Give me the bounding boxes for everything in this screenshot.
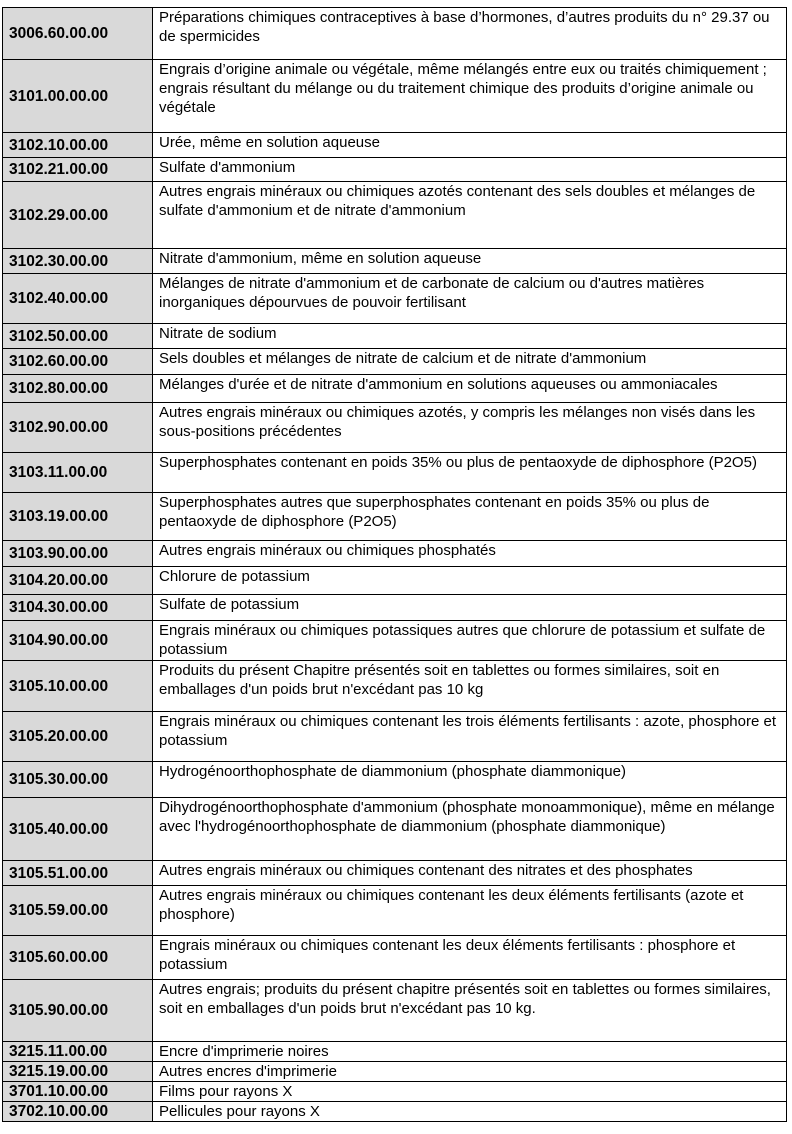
tariff-code: 3105.10.00.00 <box>3 661 153 712</box>
table-row <box>3 349 787 375</box>
tariff-code: 3102.29.00.00 <box>3 182 153 249</box>
tariff-description: Urée, même en solution aqueuse <box>153 133 787 158</box>
tariff-code: 3102.40.00.00 <box>3 274 153 324</box>
table-row <box>3 158 787 182</box>
tariff-code: 3102.21.00.00 <box>3 158 153 182</box>
table-row <box>3 798 787 861</box>
tariff-code: 3104.90.00.00 <box>3 621 153 661</box>
table-row <box>3 621 787 661</box>
tariff-code: 3105.40.00.00 <box>3 798 153 861</box>
tariff-code: 3105.90.00.00 <box>3 980 153 1042</box>
table-row <box>3 182 787 249</box>
tariff-description: Encre d'imprimerie noires <box>153 1042 787 1062</box>
tariff-description: Superphosphates contenant en poids 35% ou plus de pentaoxyde de diphosphore (P2O5) <box>153 453 787 493</box>
tariff-code: 3104.20.00.00 <box>3 567 153 595</box>
tariff-description: Préparations chimiques contraceptives à base d’hormones, d’autres produits du n° 29.37 ou de spermicides <box>153 8 787 60</box>
tariff-description: Pellicules pour rayons X <box>153 1102 787 1122</box>
tariff-code: 3215.11.00.00 <box>3 1042 153 1062</box>
tariff-code: 3102.30.00.00 <box>3 249 153 274</box>
table-row <box>3 567 787 595</box>
tariff-description: Superphosphates autres que superphosphates contenant en poids 35% ou plus de pentaoxyde de diphosphore (P2O5) <box>153 493 787 541</box>
table-row <box>3 249 787 274</box>
tariff-code: 3105.30.00.00 <box>3 762 153 798</box>
tariff-code: 3102.10.00.00 <box>3 133 153 158</box>
tariff-code: 3102.90.00.00 <box>3 403 153 453</box>
tariff-code: 3215.19.00.00 <box>3 1062 153 1082</box>
tariff-description: Engrais minéraux ou chimiques contenant les trois éléments fertilisants : azote, phosphore et potassium <box>153 712 787 762</box>
tariff-code: 3702.10.00.00 <box>3 1102 153 1122</box>
table-row <box>3 1082 787 1102</box>
table-row <box>3 133 787 158</box>
tariff-description: Engrais minéraux ou chimiques contenant les deux éléments fertilisants : phosphore et potassium <box>153 936 787 980</box>
tariff-description: Autres engrais minéraux ou chimiques azotés, y compris les mélanges non visés dans les sous-positions précédentes <box>153 403 787 453</box>
table-row <box>3 375 787 403</box>
table-row <box>3 60 787 133</box>
table-row <box>3 762 787 798</box>
table-row <box>3 541 787 567</box>
tariff-code: 3105.59.00.00 <box>3 886 153 936</box>
tariff-description: Nitrate de sodium <box>153 324 787 349</box>
tariff-description: Chlorure de potassium <box>153 567 787 595</box>
table-row <box>3 493 787 541</box>
tariff-code: 3103.11.00.00 <box>3 453 153 493</box>
tariff-description: Engrais d’origine animale ou végétale, même mélangés entre eux ou traités chimiquement ; engrais résultant du mélange ou du traitement chimique des produits d’origine animale ou végétale <box>153 60 787 133</box>
tariff-code: 3103.19.00.00 <box>3 493 153 541</box>
tariff-description: Sels doubles et mélanges de nitrate de calcium et de nitrate d'ammonium <box>153 349 787 375</box>
tariff-code: 3103.90.00.00 <box>3 541 153 567</box>
tariff-description: Produits du présent Chapitre présentés soit en tablettes ou formes similaires, soit en emballages d'un poids brut n'excédant pas 10 kg <box>153 661 787 712</box>
tariff-code: 3105.60.00.00 <box>3 936 153 980</box>
tariff-code: 3102.60.00.00 <box>3 349 153 375</box>
table-row <box>3 274 787 324</box>
tariff-description: Autres engrais minéraux ou chimiques azotés contenant des sels doubles et mélanges de sulfate d'ammonium et de nitrate d'ammonium <box>153 182 787 249</box>
tariff-code: 3102.50.00.00 <box>3 324 153 349</box>
table-row <box>3 453 787 493</box>
table-row <box>3 936 787 980</box>
tariff-description: Mélanges de nitrate d'ammonium et de carbonate de calcium ou d'autres matières inorganiques dépourvues de pouvoir fertilisant <box>153 274 787 324</box>
tariff-description: Sulfate de potassium <box>153 595 787 621</box>
tariff-code: 3105.51.00.00 <box>3 861 153 886</box>
tariff-code: 3104.30.00.00 <box>3 595 153 621</box>
table-row <box>3 1042 787 1062</box>
tariff-description: Autres engrais minéraux ou chimiques contenant les deux éléments fertilisants (azote et phosphore) <box>153 886 787 936</box>
tariff-description: Engrais minéraux ou chimiques potassiques autres que chlorure de potassium et sulfate de potassium <box>153 621 787 661</box>
tariff-code: 3006.60.00.00 <box>3 8 153 60</box>
table-row <box>3 861 787 886</box>
tariff-code: 3105.20.00.00 <box>3 712 153 762</box>
tariff-code: 3102.80.00.00 <box>3 375 153 403</box>
tariff-description: Dihydrogénoorthophosphate d'ammonium (phosphate monoammonique), même en mélange avec l'hydrogénoorthophosphate de diammonium (phosphate diammonique) <box>153 798 787 861</box>
tariff-code: 3701.10.00.00 <box>3 1082 153 1102</box>
table-row <box>3 661 787 712</box>
tariff-description: Autres engrais minéraux ou chimiques contenant des nitrates et des phosphates <box>153 861 787 886</box>
tariff-description: Autres engrais; produits du présent chapitre présentés soit en tablettes ou formes similaires, soit en emballages d'un poids brut n'excédant pas 10 kg. <box>153 980 787 1042</box>
tariff-description: Autres engrais minéraux ou chimiques phosphatés <box>153 541 787 567</box>
tariff-description: Mélanges d'urée et de nitrate d'ammonium en solutions aqueuses ou ammoniacales <box>153 375 787 403</box>
tariff-description: Sulfate d'ammonium <box>153 158 787 182</box>
table-row <box>3 712 787 762</box>
tariff-description: Autres encres d'imprimerie <box>153 1062 787 1082</box>
table-row <box>3 886 787 936</box>
tariff-table <box>2 7 787 1122</box>
tariff-description: Films pour rayons X <box>153 1082 787 1102</box>
table-row <box>3 1062 787 1082</box>
table-row <box>3 324 787 349</box>
table-row <box>3 1102 787 1122</box>
table-row <box>3 595 787 621</box>
tariff-code: 3101.00.00.00 <box>3 60 153 133</box>
tariff-description: Nitrate d'ammonium, même en solution aqueuse <box>153 249 787 274</box>
table-row <box>3 8 787 60</box>
tariff-table-body <box>3 8 787 1122</box>
table-row <box>3 403 787 453</box>
table-row <box>3 980 787 1042</box>
tariff-description: Hydrogénoorthophosphate de diammonium (phosphate diammonique) <box>153 762 787 798</box>
